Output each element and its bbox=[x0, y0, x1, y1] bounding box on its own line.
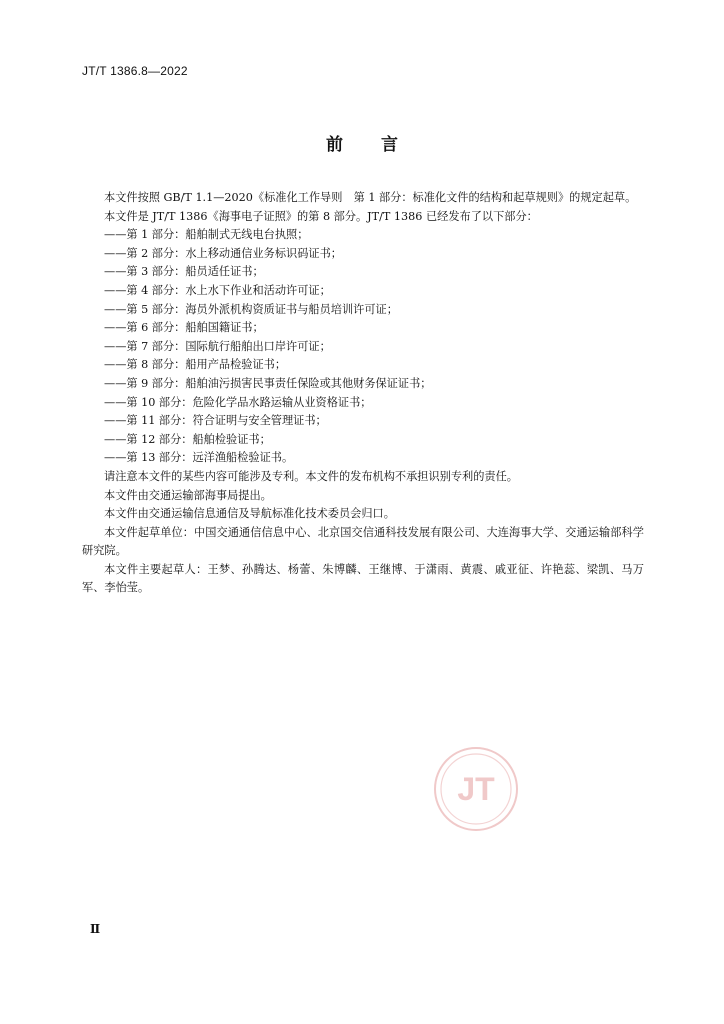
page-title: 前言 bbox=[326, 135, 436, 155]
list-item: ——第 4 部分：水上水下作业和活动许可证； bbox=[104, 283, 331, 297]
list-item: ——第 5 部分：海员外派机构资质证书与船员培训许可证； bbox=[104, 302, 398, 316]
jt-watermark-logo bbox=[432, 745, 520, 833]
paragraph-patent-notice: 请注意本文件的某些内容可能涉及专利。本文件的发布机构不承担识别专利的责任。 bbox=[104, 469, 518, 483]
paragraph-proposer: 本文件由交通运输部海事局提出。 bbox=[104, 488, 272, 502]
parts-list bbox=[82, 226, 644, 468]
list-item: ——第 13 部分：远洋渔船检验证书。 bbox=[104, 451, 294, 465]
foreword-body bbox=[82, 189, 644, 598]
list-item: ——第 7 部分：国际航行船舶出口岸许可证； bbox=[104, 339, 331, 353]
paragraph-drafters: 本文件主要起草人：王梦、孙腾达、杨蕾、朱博麟、王继博、于潇雨、黄震、戚亚征、许艳蕊、梁凯、马万军、李怡莹。 bbox=[82, 562, 644, 595]
svg-text:JT: JT bbox=[457, 771, 495, 807]
list-item: ——第 6 部分：船舶国籍证书； bbox=[104, 321, 264, 335]
list-item: ——第 3 部分：船员适任证书； bbox=[104, 265, 264, 279]
list-item: ——第 8 部分：船用产品检验证书； bbox=[104, 358, 287, 372]
list-item: ——第 9 部分：船舶油污损害民事责任保险或其他财务保证证书； bbox=[104, 376, 432, 390]
document-code: JT/T 1386.8—2022 bbox=[82, 64, 188, 78]
list-item: ——第 12 部分：船舶检验证书； bbox=[104, 432, 271, 446]
list-item: ——第 2 部分：水上移动通信业务标识码证书； bbox=[104, 246, 342, 260]
list-item: ——第 11 部分：符合证明与安全管理证书； bbox=[104, 414, 327, 428]
list-item: ——第 10 部分：危险化学品水路运输从业资格证书； bbox=[104, 395, 372, 409]
paragraph-part-statement: 本文件是 JT/T 1386《海事电子证照》的第 8 部分。JT/T 1386 已经发布了以下部分： bbox=[104, 209, 538, 223]
paragraph-drafting-units: 本文件起草单位：中国交通通信信息中心、北京国交信通科技发展有限公司、大连海事大学、交通运输部科学研究院。 bbox=[82, 525, 644, 558]
paragraph-committee: 本文件由交通运输信息通信及导航标准化技术委员会归口。 bbox=[104, 507, 395, 521]
paragraph-drafting-rules: 本文件按照 GB/T 1.1—2020《标准化工作导则 第 1 部分：标准化文件的结构和起草规则》的规定起草。 bbox=[104, 191, 637, 204]
list-item: ——第 1 部分：船舶制式无线电台执照； bbox=[104, 228, 309, 242]
page-number: Ⅱ bbox=[90, 922, 101, 936]
